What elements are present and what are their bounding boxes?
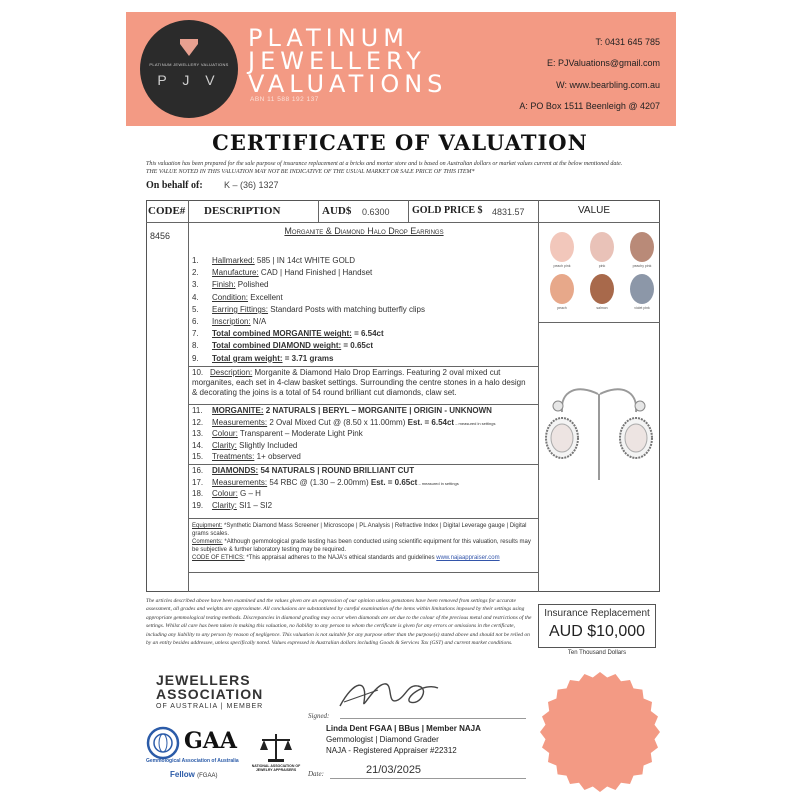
brand-line-1: PLATINUM [248,24,409,52]
spec-number: 15. [192,452,204,461]
notes-block [192,522,536,562]
gem-swatch-label: peachy pink [632,264,652,268]
scales-icon [258,732,294,764]
brand-line-3: VALUATIONS [248,70,448,98]
spec-value: = 6.54ct [351,329,384,339]
col-gold-label: GOLD PRICE $ [412,205,483,216]
ethics-text: *This appraisal adheres to the NAJA's ethical standards and guidelines [244,555,437,561]
gaa-subtitle: Gemmological Association of Australia [146,758,239,764]
header-rule [146,222,660,223]
spec-number: 1. [192,256,199,265]
spec-value: = 3.71 grams [282,353,334,363]
signature-rule [340,718,526,719]
aud-column-rule [318,200,319,222]
gem-swatch-label: peach pink [553,264,571,268]
spec-label: Measurements: [212,417,268,427]
spec-line [192,341,373,350]
contact-email: E: PJValuations@gmail.com [546,58,660,68]
spec-line [192,466,414,475]
spec-number: 18. [192,489,204,498]
earring-photo [538,380,660,490]
logo-initials: P J V [157,72,221,88]
gem-swatch [550,232,574,262]
gem-swatch [590,274,614,304]
signer-title-1: Gemmologist | Diamond Grader [326,735,439,744]
spec-line [192,441,297,450]
notes-rule [188,572,538,573]
gem-swatch-label: peach [557,306,567,310]
spec-value: 2 NATURALS | BERYL – MORGANITE | ORIGIN - UNKNOWN [263,406,492,415]
spec-value: 54 RBC @ (1.30 – 2.00mm) [267,477,369,487]
legal-disclaimer: The articles described above have been examined and the values given are an expression of our opinion unless gemstones have been removed from settings for accurate assessment, all grades and weights are approximate. All conclusions are substantiated by careful examination of the items within limitations imposed by their settings using appropriate gemmological testing methods. Discrepancies in diamond grading may occur when diamonds are set due to the colour of the precious metal and restrictions of the settings. Whilst all care has been taken in making this valuation, no liability to any person to whom the certificate is given for any errors or omissions in the certificate, including any liability to any person by reason of negligence. This valuation is not suitable for any purpose other than the purpose(s) stated above and should not be relied on by an entity besides addressee, unless specifically noted. Values expressed in Australian dollars including Goods & Services Tax (GST) and current market conditions. [146,598,532,647]
spec-estimate: Est. = 0.65ct [370,477,418,487]
spec-number: 2. [192,268,199,278]
spec-value: 585 | IN 14ct WHITE GOLD [254,256,356,265]
spec-label: Finish: [212,280,236,290]
spec-label: Colour: [212,489,238,498]
gem-swatch-label: salmon [596,306,608,310]
spec-label: Clarity: [212,440,237,450]
gaa-fellow [170,770,217,779]
date-rule [330,778,526,779]
spec-line [192,429,363,438]
item-code: 8456 [150,231,171,241]
gem-swatch [630,274,654,304]
code-column-rule [188,200,189,592]
signed-label: Signed: [308,712,330,720]
intro-line-2: THE VALUE NOTED IN THIS VALUATION MAY NOT BE INDICATIVE OF THE USUAL MARKET OR SALE PRICE OF THIS ITEM* [146,169,475,175]
spec-number: 12. [192,417,204,427]
gem-swatch-label: pink [598,264,606,268]
spec-label: Earring Fittings: [212,304,269,314]
foil-seal [538,670,662,794]
spec-number: 11. [192,406,203,415]
col-value: VALUE [578,205,611,216]
spec-label: Measurements: [212,477,268,487]
spec-number: 19. [192,500,204,510]
naja-link[interactable]: www.najaappraiser.com [436,555,500,561]
gaa-globe-icon [146,726,180,760]
association-sub: OF AUSTRALIA | MEMBER [156,703,264,710]
spec-number: 8. [192,341,199,351]
spec-line [192,329,384,338]
date-value: 21/03/2025 [366,764,422,776]
equipment-label: Equipment: [192,523,223,529]
col-description: DESCRIPTION [204,205,281,217]
desc-label: Description: [210,368,253,377]
gold-column-rule [408,200,409,222]
association-line-2: ASSOCIATION [156,686,264,702]
equipment-text: *Synthetic Diamond Mass Screener | Microscope | PL Analysis | Refractive Index | Digital Leverage gauge | Digital grams scales. [192,523,527,537]
spec-label: Colour: [212,429,238,438]
spec-label: Manufacture: [212,268,259,278]
spec-value: Standard Posts with matching butterfly clips [268,304,425,314]
intro-text [146,160,666,176]
spec-number: 5. [192,304,199,314]
spec-note: – measured in settings [417,480,459,486]
desc-text: Morganite & Diamond Halo Drop Earrings. Featuring 2 oval mixed cut morganites, each set in 4-claw basket settings. Surrounding the centre stones in a halo design & decorating the joins is a total of 54 round brilliant cut diamonds, claw set. [192,368,526,397]
intro-line-1: This valuation has been prepared for the sale purpose of insurance replacement at a bricks and mortar store and is based on Australian dollars or market values current at the below mentioned date. [146,161,623,167]
desc-number: 10. [192,368,204,377]
abn-number: ABN 11 588 192 137 [250,96,319,103]
insurance-value: AUD $10,000 [548,623,646,640]
spec-value: Polished [235,280,269,290]
spec-value: N/A [250,317,267,326]
gaa-logo-text: GAA [184,728,237,754]
product-title: Morganite & Diamond Halo Drop Earrings [284,226,444,236]
spec-line [192,452,301,461]
association-line-1: JEWELLERS [156,672,251,688]
spec-label: Treatments: [212,452,255,461]
comments-text: *Although gemmological grade testing has been conducted using scientific equipment for this valuation, results may be subjective & further laboratory testing may be required. [192,539,531,553]
spec-number: 9. [192,353,199,363]
gold-value: 4831.57 [492,207,525,217]
gem-swatch [590,232,614,262]
ethics-label: CODE OF ETHICS: [192,555,245,561]
insurance-box [538,604,656,648]
spec-line [192,293,283,302]
spec-label: Total gram weight: [212,353,283,363]
spec-number: 3. [192,280,199,290]
brand-line-2: JEWELLERY [248,47,426,75]
spec-line [192,501,272,510]
spec-label: Total combined MORGANITE weight: [212,329,352,339]
spec-value: CAD | Hand Finished | Handset [258,268,373,278]
spec-number: 16. [192,466,204,475]
spec-label: Total combined DIAMOND weight: [212,341,342,351]
spec-value: 2 Oval Mixed Cut @ (8.50 x 11.00mm) [267,417,406,427]
spec-line [192,478,459,487]
spec-value: 54 NATURALS | ROUND BRILLIANT CUT [258,466,415,475]
spec-line [192,354,333,363]
spec-label: Clarity: [212,500,237,510]
spec-number: 17. [192,477,204,487]
spec-value: = 0.65ct [341,341,373,351]
spec-label: Inscription: [212,317,251,326]
fellow-label: Fellow [170,770,195,779]
spec-label: Hallmarked: [212,256,255,265]
spec-value: SI1 – SI2 [236,500,273,510]
behalf-value: K – (36) 1327 [224,180,279,190]
spec-line [192,418,495,427]
items-rule [188,366,538,367]
spec-line [192,268,372,277]
spec-note: – measured in settings [454,420,496,426]
comments-label: Comments: [192,539,223,545]
contact-address: A: PO Box 1511 Beenleigh @ 4207 [519,101,660,111]
spec-number: 13. [192,429,204,438]
spec-label: MORGANITE: [212,406,264,415]
gem-swatch-label: violet pink [634,306,650,310]
spec-number: 6. [192,317,199,326]
fellow-suffix: (FGAA) [197,773,218,779]
contact-phone: T: 0431 645 785 [595,37,660,47]
contact-website: W: www.bearbling.com.au [556,80,660,90]
morganite-rule [188,464,538,465]
desc-rule [188,404,538,405]
aud-value: 0.6300 [362,207,390,217]
spec-line [192,256,355,265]
naja-logo-text: NATIONAL ASSOCIATION OF JEWELRY APPRAISERS [251,764,301,772]
spec-line [192,305,425,314]
swatch-rule [538,322,660,323]
logo-ring-text: PLATINUM JEWELLERY VALUATIONS [149,62,229,67]
spec-line [192,317,266,326]
date-label: Date: [308,770,324,778]
pjv-logo [140,20,238,118]
spec-label: DIAMONDS: [212,466,259,475]
spec-value: 1+ observed [254,452,301,461]
spec-estimate: Est. = 6.54ct [407,417,455,427]
diamond-icon-base [180,44,198,56]
spec-line [192,489,261,498]
spec-value: Slightly Included [236,440,298,450]
insurance-words: Ten Thousand Dollars [567,650,627,656]
col-code: CODE# [148,205,186,217]
gem-swatch [550,274,574,304]
spec-value: Excellent [248,292,283,302]
signer-name: Linda Dent FGAA | BBus | Member NAJA [326,724,481,733]
spec-value: Transparent – Moderate Light Pink [237,429,363,438]
insurance-label: Insurance Replacement [544,608,650,619]
col-aud-label: AUD$ [322,205,352,217]
description-block [192,368,532,398]
spec-number: 7. [192,329,199,339]
spec-number: 14. [192,440,204,450]
signer-title-2: NAJA - Registered Appraiser #22312 [326,746,457,755]
spec-label: Condition: [212,292,249,302]
spec-line [192,280,268,289]
diamond-rule [188,518,538,519]
spec-value: G – H [237,489,261,498]
certificate-title: CERTIFICATE OF VALUATION [212,130,588,155]
signature-image [334,676,444,714]
gem-swatch [630,232,654,262]
spec-line [192,406,492,415]
spec-number: 4. [192,292,199,302]
behalf-label: On behalf of: [146,180,203,191]
